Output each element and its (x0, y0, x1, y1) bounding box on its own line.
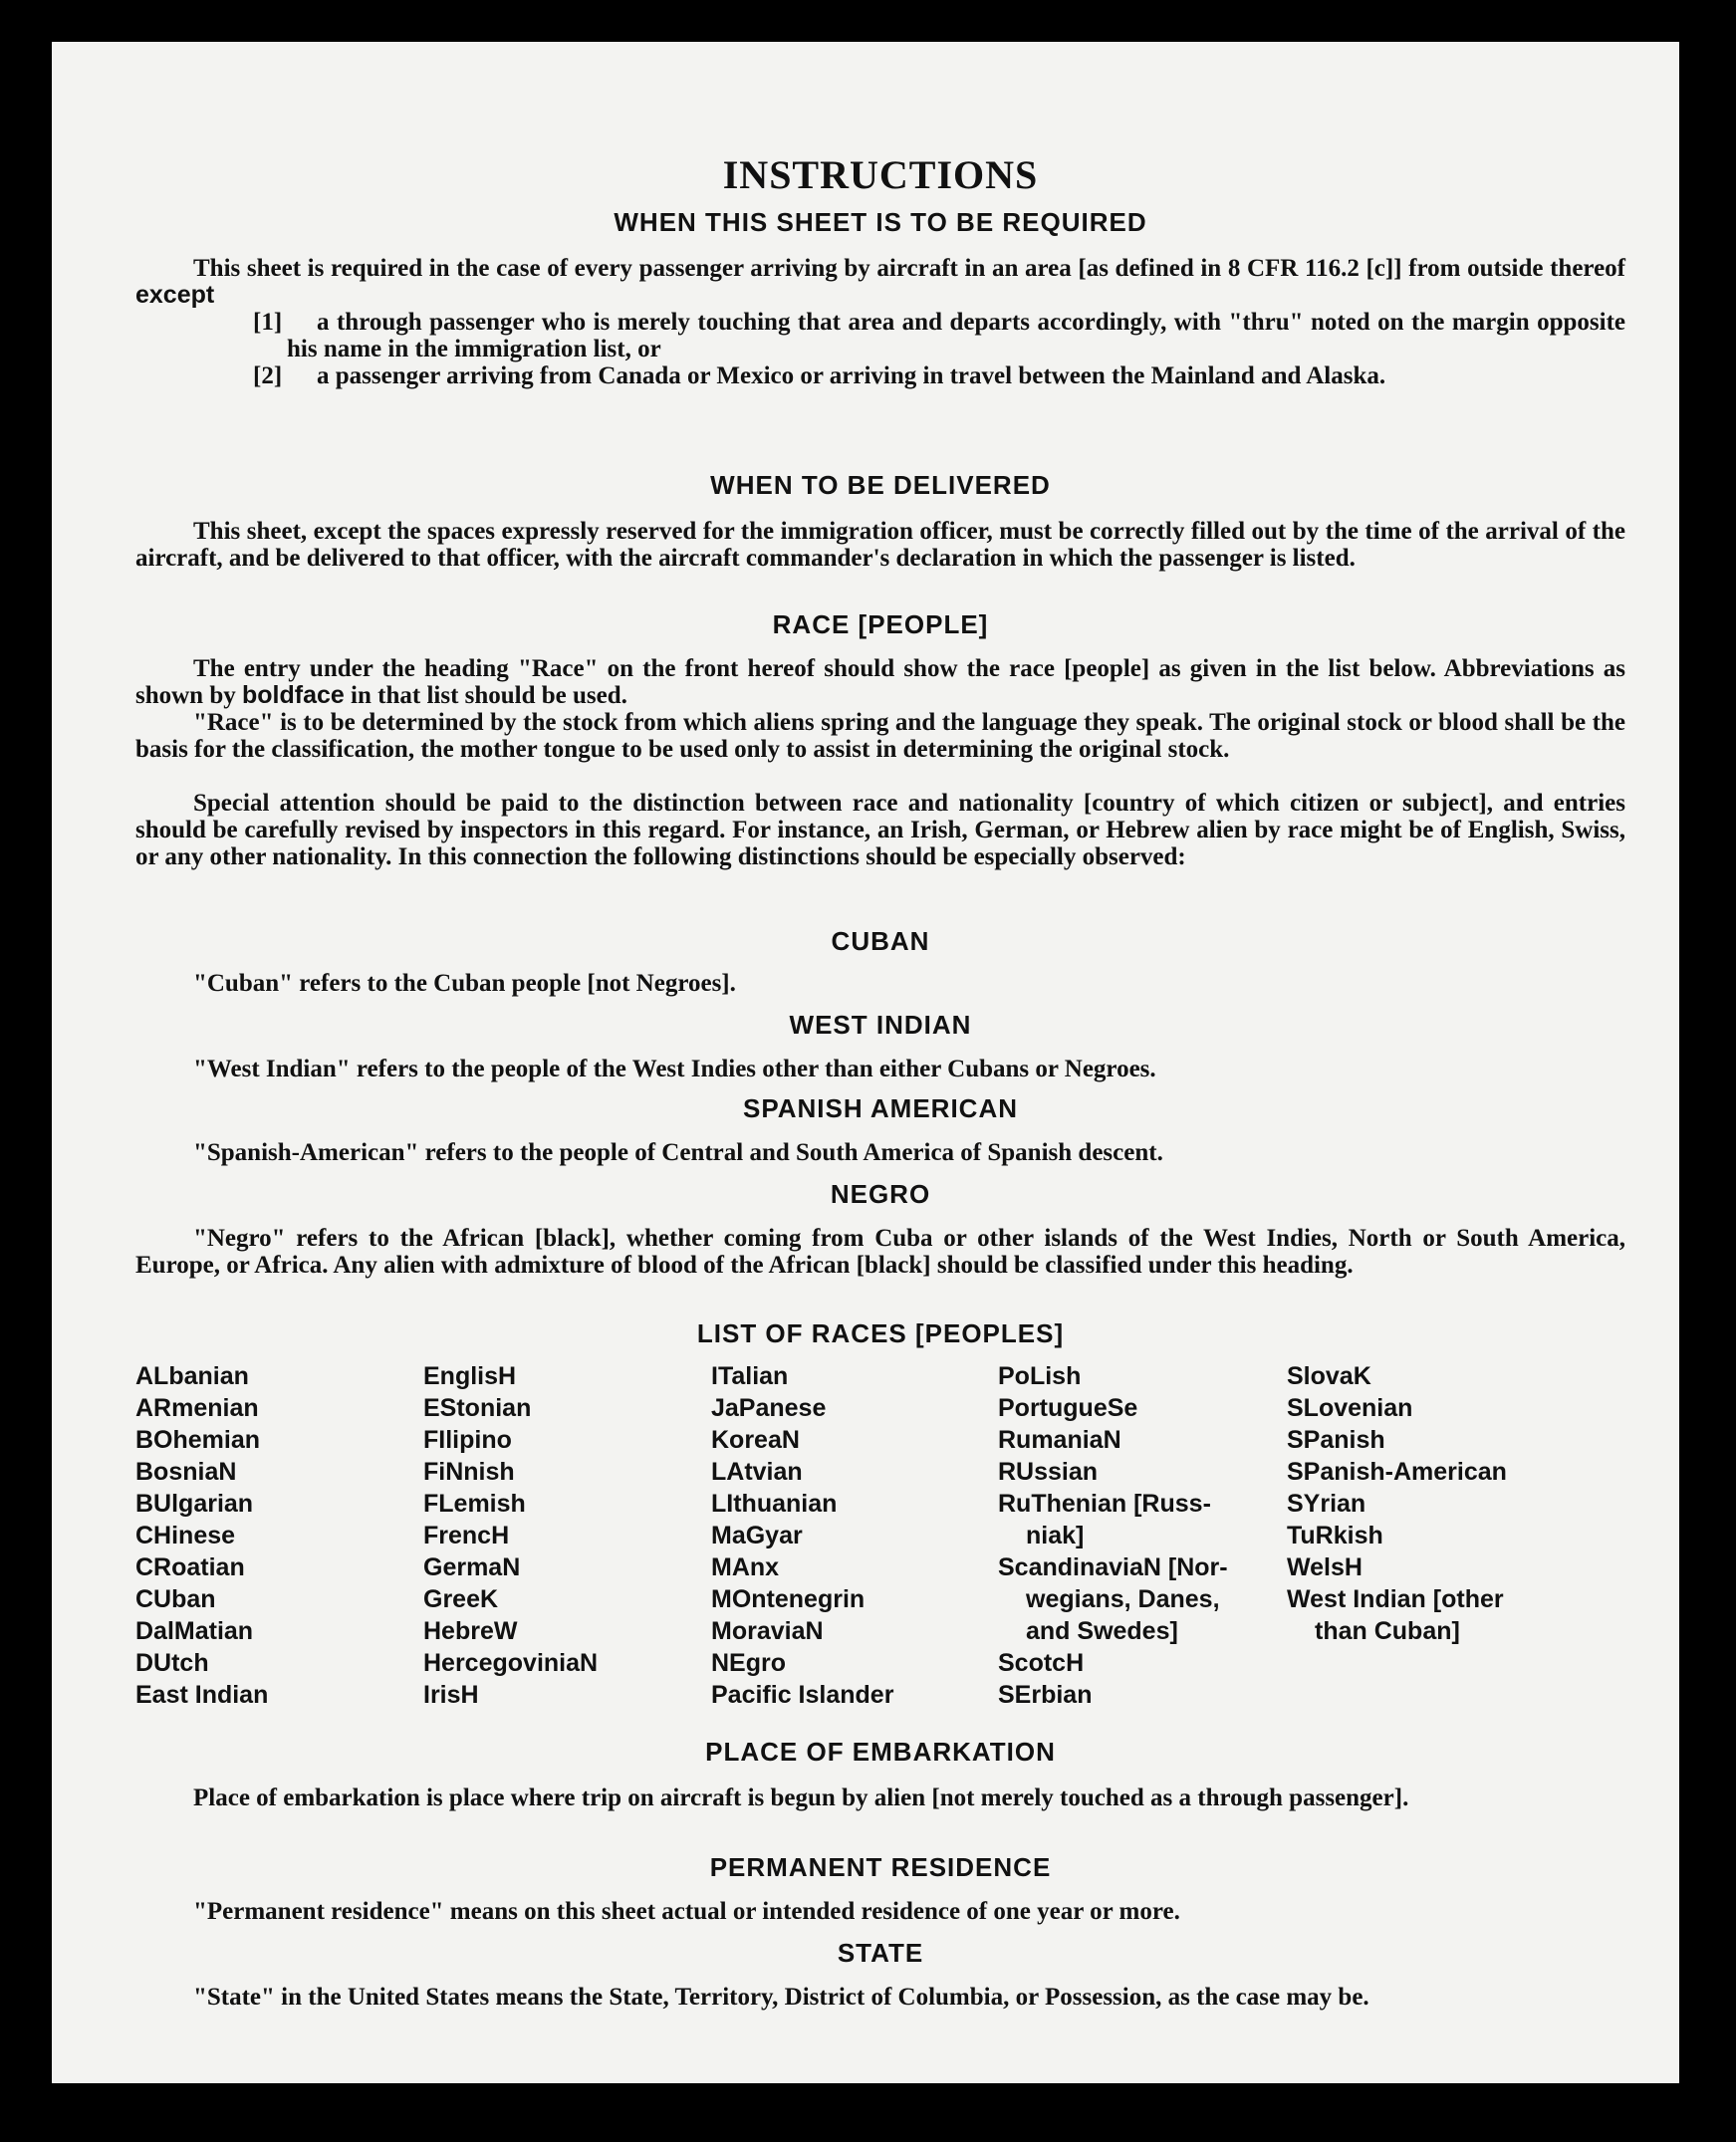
race-entry: FLemish (423, 1490, 526, 1518)
race-entry: GreeK (423, 1585, 499, 1613)
race-entry: ALbanian (135, 1362, 249, 1390)
paragraph-residence (135, 1898, 1625, 1925)
document-page (52, 42, 1679, 2083)
heading-west-indian: WEST INDIAN (789, 1010, 972, 1040)
race-entry: FIlipino (423, 1426, 512, 1454)
paragraph-west-indian (135, 1056, 1625, 1082)
race-list-column-2 (423, 1360, 598, 1711)
state-text: "State" in the United States means the State, Territory, District of Columbia, or Possession, as the case may be. (193, 1984, 1369, 2011)
race-entry: FiNnish (423, 1458, 515, 1486)
race-entry: PoLish (998, 1362, 1082, 1390)
race-entry: RuThenian [Russ- (998, 1490, 1211, 1518)
race-p1-bold: boldface (242, 681, 345, 709)
race-entry: HebreW (423, 1617, 518, 1645)
race-entry: KoreaN (711, 1426, 800, 1454)
race-entry: MoraviaN (711, 1617, 824, 1645)
race-entry: DalMatian (135, 1617, 254, 1645)
race-entry-continuation: wegians, Danes, (1026, 1585, 1220, 1613)
race-entry-continuation: niak] (1026, 1522, 1085, 1549)
race-entry: MaGyar (711, 1522, 803, 1549)
cuban-text: "Cuban" refers to the Cuban people [not Negroes]. (193, 970, 736, 997)
paragraph-required-intro (135, 255, 1625, 309)
heading-cuban: CUBAN (831, 926, 930, 956)
race-entry: CUban (135, 1585, 216, 1613)
race-entry: West Indian [other (1287, 1585, 1504, 1613)
race-entry: MAnx (711, 1553, 780, 1581)
delivered-text: This sheet, except the spaces expressly reserved for the immigration officer, must be correctly filled out by the time of the arrival of the aircraft, and be delivered to that officer, with the aircraft commander's declaration in which the passenger is listed. (135, 518, 1625, 572)
race-list-column-5 (1287, 1360, 1507, 1647)
race-entry: Pacific Islander (711, 1681, 894, 1709)
paragraph-race-2 (135, 709, 1625, 763)
page-title: INSTRUCTIONS (722, 152, 1039, 197)
race-entry: SErbian (998, 1681, 1093, 1709)
item1-number: [1] (253, 309, 283, 336)
embarkation-text: Place of embarkation is place where trip on aircraft is begun by alien [not merely touched as a through passenger]. (193, 1785, 1409, 1811)
race-entry: SYrian (1287, 1490, 1366, 1518)
race-entry: WelsH (1287, 1553, 1363, 1581)
heading-negro: NEGRO (830, 1179, 931, 1209)
race-entry: NEgro (711, 1649, 786, 1677)
race-list-column-4 (998, 1360, 1228, 1711)
race-entry: LIthuanian (711, 1490, 838, 1518)
race-entry: FrencH (423, 1522, 510, 1549)
race-entry: LAtvian (711, 1458, 803, 1486)
heading-delivered: WHEN TO BE DELIVERED (710, 470, 1051, 500)
required-intro-text: This sheet is required in the case of every passenger arriving by aircraft in an area [as defined in 8 CFR 116.2 [c]] from outside thereof (193, 255, 1625, 282)
paragraph-race-1 (135, 655, 1625, 709)
spanish-american-text: "Spanish-American" refers to the people of Central and South America of Spanish descent. (193, 1139, 1163, 1166)
race-entry: DUtch (135, 1649, 209, 1677)
race-entry: GermaN (423, 1553, 521, 1581)
item2-number: [2] (253, 362, 283, 389)
heading-race-list: LIST OF RACES [PEOPLES] (696, 1318, 1065, 1348)
item2-text-content: a passenger arriving from Canada or Mexico or arriving in travel between the Mainland and Alaska. (317, 362, 1386, 389)
race-entry: SPanish (1287, 1426, 1385, 1454)
item1-text (287, 309, 1625, 362)
race-entry: BOhemian (135, 1426, 261, 1454)
race-p3-text: Special attention should be paid to the distinction between race and nationality [country of which citizen or subject], and entries should be carefully revised by inspectors in this regard. For instance, an Irish, German, or Hebrew alien by race might be of English, Swiss, or any other nationality. In this connection the following distinctions should be especially observed: (135, 790, 1625, 870)
paragraph-spanish-american (135, 1139, 1625, 1166)
race-entry: SPanish-American (1287, 1458, 1507, 1486)
race-entry: CRoatian (135, 1553, 245, 1581)
paragraph-negro (135, 1225, 1625, 1279)
race-entry: JaPanese (711, 1394, 827, 1422)
paragraph-state (135, 1984, 1625, 2011)
race-entry: IrisH (423, 1681, 479, 1709)
required-intro-bold: except (135, 281, 215, 309)
race-entry: EStonian (423, 1394, 532, 1422)
race-entry: East Indian (135, 1681, 269, 1709)
race-entry: MOntenegrin (711, 1585, 866, 1613)
item1-text-content: a through passenger who is merely touching that area and departs accordingly, with "thru" noted on the margin opposite his name in the immigration list, or (287, 309, 1625, 362)
race-entry: RumaniaN (998, 1426, 1121, 1454)
race-entry: BosniaN (135, 1458, 237, 1486)
item2-text (287, 362, 1625, 389)
paragraph-cuban (135, 970, 1625, 997)
race-entry: RUssian (998, 1458, 1099, 1486)
race-entry: ScandinaviaN [Nor- (998, 1553, 1228, 1581)
paragraph-embarkation (135, 1785, 1625, 1811)
race-entry: SlovaK (1287, 1362, 1371, 1390)
race-entry: ScotcH (998, 1649, 1085, 1677)
race-entry-continuation: and Swedes] (1026, 1617, 1178, 1645)
race-p2-text: "Race" is to be determined by the stock from which aliens spring and the language they speak. The original stock or blood shall be the basis for the classification, the mother tongue to be used only to assist in determining the original stock. (135, 709, 1625, 763)
race-entry: BUlgarian (135, 1490, 254, 1518)
heading-residence: PERMANENT RESIDENCE (709, 1852, 1052, 1882)
heading-race: RACE [PEOPLE] (772, 609, 989, 639)
race-entry: ITalian (711, 1362, 789, 1390)
heading-required: WHEN THIS SHEET IS TO BE REQUIRED (614, 207, 1147, 237)
race-entry: CHinese (135, 1522, 236, 1549)
paragraph-delivered (135, 518, 1625, 572)
race-entry: PortugueSe (998, 1394, 1138, 1422)
race-p1-end: in that list should be used. (351, 682, 627, 709)
race-p1-text: The entry under the heading "Race" on the front hereof should show the race [people] as given in the list below. Abbreviations as shown by (135, 655, 1625, 709)
heading-state: STATE (837, 1938, 924, 1968)
heading-spanish-american: SPANISH AMERICAN (742, 1093, 1018, 1123)
residence-text: "Permanent residence" means on this sheet actual or intended residence of one year or more. (193, 1898, 1180, 1925)
race-list-column-1 (135, 1360, 268, 1711)
paragraph-race-3 (135, 790, 1625, 870)
race-entry: ARmenian (135, 1394, 259, 1422)
race-list-column-3 (711, 1360, 893, 1711)
race-entry: EnglisH (423, 1362, 517, 1390)
heading-embarkation: PLACE OF EMBARKATION (705, 1737, 1056, 1767)
negro-text: "Negro" refers to the African [black], whether coming from Cuba or other islands of the West Indies, North or South America, Europe, or Africa. Any alien with admixture of blood of the African [black] should be classified under this heading. (135, 1225, 1625, 1279)
race-entry: SLovenian (1287, 1394, 1413, 1422)
race-entry: TuRkish (1287, 1522, 1383, 1549)
race-entry: HercegoviniaN (423, 1649, 599, 1677)
race-entry-continuation: than Cuban] (1315, 1617, 1460, 1645)
west-indian-text: "West Indian" refers to the people of the West Indies other than either Cubans or Negroes. (193, 1056, 1156, 1082)
